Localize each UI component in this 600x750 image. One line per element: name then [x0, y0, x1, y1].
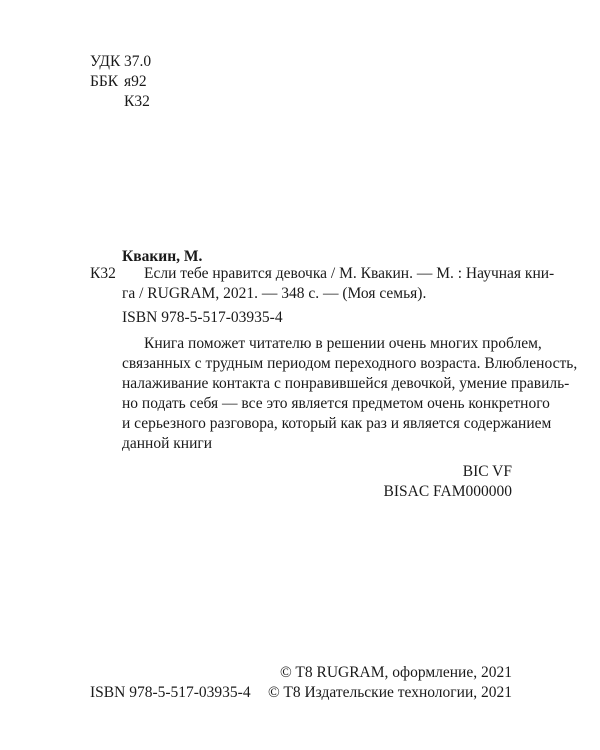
subject-codes [300, 462, 512, 502]
footer-isbn: ISBN 978-5-517-03935-4 [90, 684, 251, 701]
bibliographic-description [122, 264, 555, 304]
annotation-line: и серьезного разговора, который как раз и является содержанием [122, 415, 552, 432]
annotation-line: Книга поможет читателю в решении очень многих проблем, [144, 335, 542, 352]
author-mark-line [90, 92, 151, 112]
description-line: Если тебе нравится девочка / М. Квакин. — М. : Научная кни- [144, 265, 555, 282]
author-mark-top: К32 [124, 93, 150, 110]
isbn-record: ISBN 978-5-517-03935-4 [122, 309, 283, 326]
annotation [122, 334, 578, 454]
author-heading: Квакин, М. [122, 248, 203, 265]
classification-block [90, 52, 151, 112]
udk-value: 37.0 [124, 53, 152, 70]
bbk-value: я92 [124, 73, 147, 90]
udk-label: УДК [90, 53, 121, 70]
bic-code: BIC VF [462, 463, 512, 480]
bbk-line [90, 72, 151, 92]
annotation-line: связанных с трудным периодом переходного возраста. Влюбленость, [122, 355, 578, 372]
annotation-line: налаживание контакта с понравившейся девочкой, умение правиль- [122, 375, 570, 392]
annotation-line: данной книги [122, 435, 213, 452]
bisac-code: BISAC FAM000000 [383, 483, 512, 500]
copyright-line: © T8 RUGRAM, оформление, 2021 [280, 664, 512, 681]
author-mark-side: К32 [90, 265, 116, 282]
annotation-line: но подать себя — все это является предметом очень конкретного [122, 395, 550, 412]
bbk-label: ББК [90, 73, 119, 90]
copyright-block [260, 663, 512, 703]
copyright-line: © T8 Издательские технологии, 2021 [267, 684, 512, 701]
description-line: га / RUGRAM, 2021. — 348 с. — (Моя семья). [122, 285, 427, 302]
udk-line [90, 52, 151, 72]
